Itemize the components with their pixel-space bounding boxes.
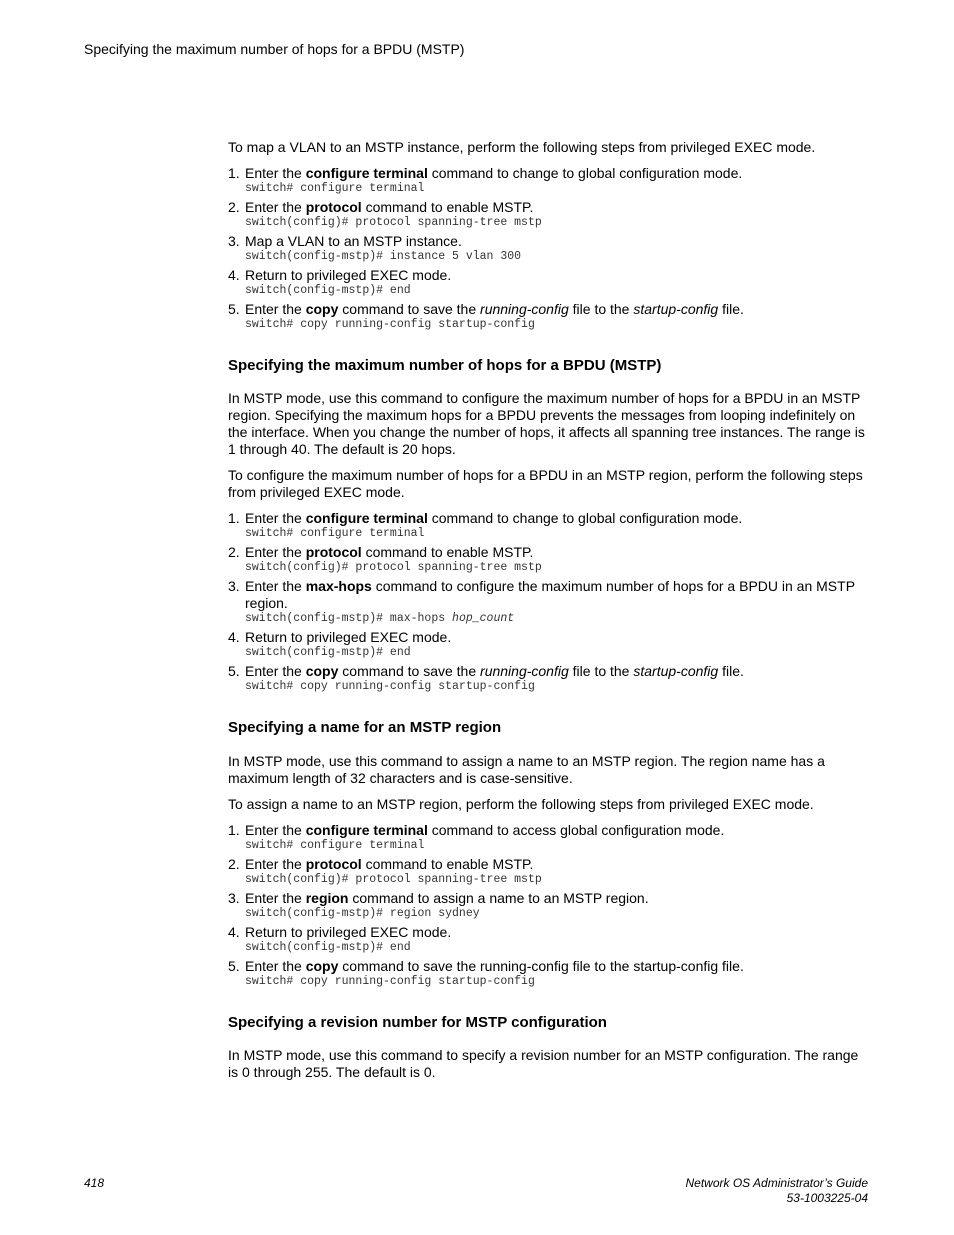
doc-number: 53-1003225-04	[786, 1191, 868, 1205]
section1-steps	[228, 510, 868, 694]
code-line: switch(config-mstp)# end	[245, 646, 411, 659]
section2-steps	[228, 822, 868, 989]
code-line: switch(config-mstp)# instance 5 vlan 300	[245, 250, 522, 263]
page-number: 418	[84, 1176, 105, 1190]
step: 2. Enter the protocol command to enable MSTP. switch(config)# protocol spanning-tree mstp	[228, 856, 868, 887]
code-line: switch(config)# protocol spanning-tree mstp	[245, 873, 542, 886]
code-line: switch# copy running-config startup-config	[245, 975, 535, 988]
step: 1. Enter the configure terminal command to change to global configuration mode. switch# configure terminal	[228, 510, 868, 541]
section-paragraph: In MSTP mode, use this command to assign a name to an MSTP region. The region name has a maximum length of 32 characters and is case-sensitive.	[228, 753, 825, 786]
step: 5. Enter the copy command to save the running-config file to the startup-config file. switch# copy running-config startup-config	[228, 958, 868, 989]
step: 5. Enter the copy command to save the running-config file to the startup-config file. switch# copy running-config startup-config	[228, 301, 868, 332]
section-heading: Specifying a revision number for MSTP configuration	[228, 1014, 607, 1031]
guide-title: Network OS Administrator’s Guide	[685, 1176, 868, 1190]
code-line: switch(config)# protocol spanning-tree mstp	[245, 561, 542, 574]
section-paragraph: In MSTP mode, use this command to specify a revision number for an MSTP configuration. The range is 0 through 255. The default is 0.	[228, 1047, 859, 1080]
step: 1. Enter the configure terminal command to change to global configuration mode. switch# configure terminal	[228, 165, 868, 196]
code-line: switch# copy running-config startup-config	[245, 318, 535, 331]
page-content	[228, 139, 868, 1090]
code-line: switch(config-mstp)# end	[245, 284, 411, 297]
code-line: switch# configure terminal	[245, 182, 425, 195]
section-paragraph: In MSTP mode, use this command to configure the maximum number of hops for a BPDU in an MSTP region. Specifying the maximum hops for a BPDU prevents the messages from looping indefinitely on the interface. When you change the number of hops, it affects all spanning tree instances. The range is 1 through 40. The default is 20 hops.	[228, 390, 865, 457]
footer-doc-info	[685, 1176, 868, 1206]
code-line: switch# copy running-config startup-config	[245, 680, 535, 693]
section-paragraph: To assign a name to an MSTP region, perform the following steps from privileged EXEC mode.	[228, 796, 814, 812]
intro-steps	[228, 165, 868, 332]
step: 3. Enter the max-hops command to configure the maximum number of hops for a BPDU in an MSTP region. switch(config-mstp)# max-hops hop_count	[228, 578, 868, 626]
running-header: Specifying the maximum number of hops for a BPDU (MSTP)	[84, 41, 465, 57]
step: 2. Enter the protocol command to enable MSTP. switch(config)# protocol spanning-tree mstp	[228, 544, 868, 575]
intro-paragraph: To map a VLAN to an MSTP instance, perform the following steps from privileged EXEC mode.	[228, 139, 816, 155]
code-line: switch(config-mstp)# region sydney	[245, 907, 480, 920]
code-line: switch(config-mstp)# max-hops hop_count	[245, 612, 515, 625]
step: 3. Map a VLAN to an MSTP instance. switch(config-mstp)# instance 5 vlan 300	[228, 233, 868, 264]
code-line: switch# configure terminal	[245, 839, 425, 852]
code-line: switch(config-mstp)# end	[245, 941, 411, 954]
section-paragraph: To configure the maximum number of hops for a BPDU in an MSTP region, perform the following steps from privileged EXEC mode.	[228, 467, 863, 500]
step: 4. Return to privileged EXEC mode. switch(config-mstp)# end	[228, 267, 868, 298]
step: 4. Return to privileged EXEC mode. switch(config-mstp)# end	[228, 629, 868, 660]
step: 4. Return to privileged EXEC mode. switch(config-mstp)# end	[228, 924, 868, 955]
code-line: switch# configure terminal	[245, 527, 425, 540]
section-heading: Specifying a name for an MSTP region	[228, 719, 502, 736]
step: 3. Enter the region command to assign a name to an MSTP region. switch(config-mstp)# region sydney	[228, 890, 868, 921]
step: 1. Enter the configure terminal command to access global configuration mode. switch# configure terminal	[228, 822, 868, 853]
section-heading: Specifying the maximum number of hops for a BPDU (MSTP)	[228, 357, 662, 374]
code-line: switch(config)# protocol spanning-tree mstp	[245, 216, 542, 229]
step: 2. Enter the protocol command to enable MSTP. switch(config)# protocol spanning-tree mstp	[228, 199, 868, 230]
step: 5. Enter the copy command to save the running-config file to the startup-config file. switch# copy running-config startup-config	[228, 663, 868, 694]
